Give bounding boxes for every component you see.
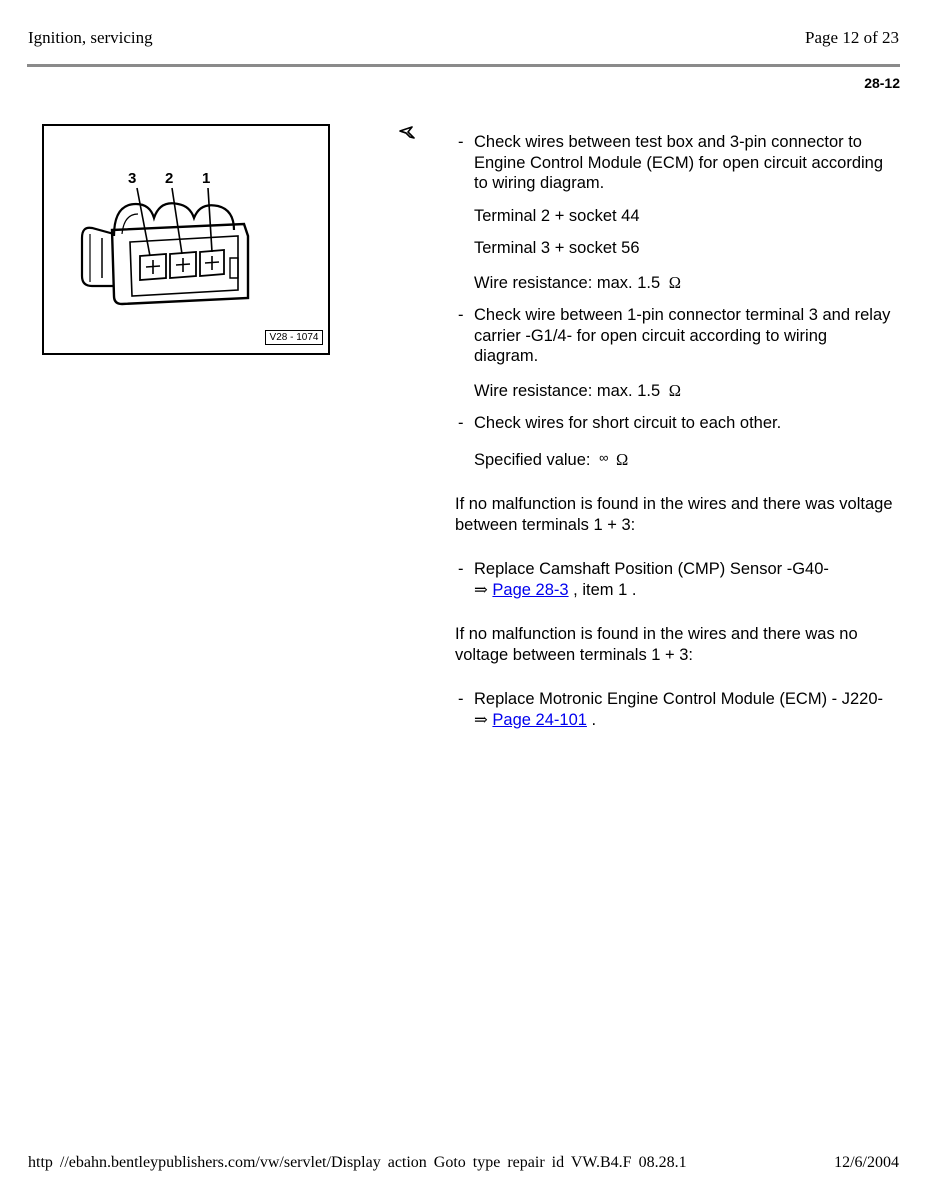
ohm-symbol: Ω <box>668 380 681 400</box>
infinity-symbol: ∞ <box>599 449 609 465</box>
footer-date: 12/6/2004 <box>834 1154 899 1171</box>
ohm-symbol: Ω <box>668 272 681 292</box>
page-number: Page 12 of 23 <box>805 28 899 47</box>
specified-value-line <box>455 448 895 471</box>
step-check-wire-relay <box>455 305 895 367</box>
footer-url: http //ebahn.bentleypublishers.com/vw/servlet/Display action Goto type repair id VW.B4.F 08.28.1 <box>28 1154 687 1171</box>
wire-resistance-line-2 <box>455 381 895 402</box>
step-check-wires-ecm <box>455 132 895 194</box>
step-dash: - <box>458 133 464 151</box>
step-replace-cmp-sensor <box>455 559 895 600</box>
wire-resistance-label: Wire resistance: max. 1.5 <box>474 381 661 400</box>
step-dash: - <box>458 414 464 432</box>
wire-resistance-line <box>455 273 895 294</box>
step-dash: - <box>458 306 464 324</box>
condition-paragraph-2: If no malfunction is found in the wires and there was no voltage between terminals 1 + 3: <box>455 625 858 664</box>
page-28-3-link[interactable]: Page 28-3 <box>492 580 569 599</box>
figure-code: V28 - 1074 <box>265 330 323 345</box>
section-number: 28-12 <box>864 75 900 91</box>
step-text: Replace Camshaft Position (CMP) Sensor -G40- <box>474 560 829 578</box>
procedure-text <box>455 132 895 730</box>
terminal-3-line: Terminal 3 + socket 56 <box>474 239 640 257</box>
step-suffix: , item 1 . <box>568 580 637 599</box>
specified-value-label: Specified value: <box>474 450 591 469</box>
condition-paragraph-1: If no malfunction is found in the wires and there was voltage between terminals 1 + 3: <box>455 495 893 534</box>
connector-drawing <box>44 126 328 353</box>
step-text: Check wires for short circuit to each other. <box>474 414 782 432</box>
step-replace-ecm <box>455 689 895 730</box>
step-check-short <box>455 413 895 434</box>
connector-illustration <box>42 124 330 355</box>
terminal-2-line: Terminal 2 + socket 44 <box>474 206 640 225</box>
pin-label-2: 2 <box>165 170 174 187</box>
wire-resistance-label: Wire resistance: max. 1.5 <box>474 273 661 292</box>
arrow-icon: ⇒ <box>474 709 488 729</box>
pin-label-3: 3 <box>128 170 137 187</box>
page-header-title: Ignition, servicing <box>28 28 153 47</box>
step-dash: - <box>458 690 464 708</box>
ohm-symbol: Ω <box>615 449 629 469</box>
page-24-101-link[interactable]: Page 24-101 <box>492 710 587 729</box>
arrow-icon: ⇒ <box>474 579 488 599</box>
header-divider <box>27 64 900 67</box>
step-text: Replace Motronic Engine Control Module (ECM) - J220- <box>474 690 884 708</box>
step-text: Check wires between test box and 3-pin connector to Engine Control Module (ECM) for open circuit according to wiring diagram. <box>474 133 884 192</box>
pointing-hand-icon <box>398 124 416 142</box>
pin-label-1: 1 <box>202 170 211 187</box>
step-dash: - <box>458 560 464 578</box>
step-text: Check wire between 1-pin connector terminal 3 and relay carrier -G1/4- for open circuit according to wiring diagram. <box>474 306 891 365</box>
step-suffix: . <box>586 710 597 729</box>
